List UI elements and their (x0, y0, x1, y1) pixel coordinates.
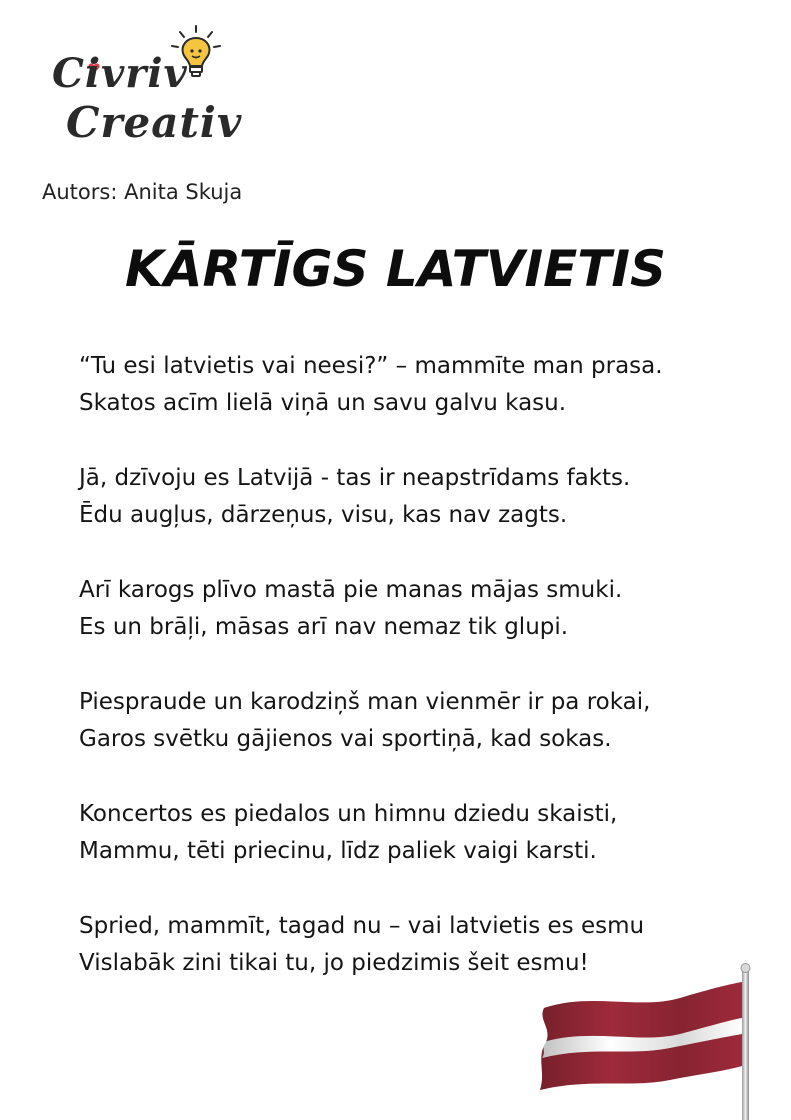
stanza-3 (79, 572, 779, 646)
poem-line: Jā, dzīvoju es Latvijā - tas ir neapstrīdams fakts. (79, 465, 631, 491)
stanza-5 (79, 796, 779, 870)
poem-line: Piespraude un karodziņš man vienmēr ir pa rokai, (79, 689, 651, 715)
latvian-flag-image (530, 962, 760, 1120)
logo (48, 22, 248, 162)
stanza-4 (79, 684, 779, 758)
poem-line: “Tu esi latvietis vai neesi?” – mammīte man prasa. (79, 353, 663, 379)
poem-line: Vislabāk zini tikai tu, jo piedzimis šeit esmu! (79, 950, 589, 976)
stanza-2 (79, 460, 779, 534)
poem-line: Es un brāļi, māsas arī nav nemaz tik glupi. (79, 614, 569, 640)
author-line: Autors: Anita Skuja (42, 180, 243, 204)
poem-body (79, 348, 779, 1020)
poem-line: Spried, mammīt, tagad nu – vai latvietis es esmu (79, 913, 645, 939)
poem-title: KĀRTĪGS LATVIETIS (125, 240, 666, 298)
poem-line: Mammu, tēti priecinu, līdz paliek vaigi karsti. (79, 838, 597, 864)
poem-line: Ēdu augļus, dārzeņus, visu, kas nav zagts. (79, 502, 568, 528)
logo-text-line1: Civriv (52, 50, 188, 97)
logo-text-line2: Creativ (66, 98, 243, 147)
poem-line: Garos svētku gājienos vai sportiņā, kad sokas. (79, 726, 612, 752)
poem-line: Skatos acīm lielā viņā un savu galvu kasu. (79, 390, 567, 416)
poem-line: Arī karogs plīvo mastā pie manas mājas smuki. (79, 577, 623, 603)
poem-line: Koncertos es piedalos un himnu dziedu skaisti, (79, 801, 618, 827)
stanza-1 (79, 348, 779, 422)
